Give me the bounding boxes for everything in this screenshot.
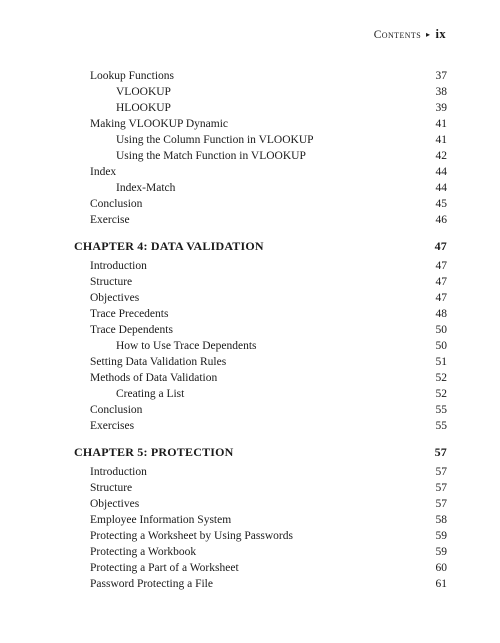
toc-entry-title: Structure: [90, 482, 133, 494]
toc-entry: [74, 418, 447, 434]
toc-entry-page: 55: [435, 404, 447, 416]
toc-entry-title: Structure: [90, 276, 133, 288]
toc-entry-page: 57: [435, 466, 447, 478]
toc-entry-page: 55: [435, 420, 447, 432]
toc-entry: [74, 68, 447, 84]
toc-entry-page: 50: [435, 324, 447, 336]
toc-entry: [74, 322, 447, 338]
toc-entry: [74, 386, 447, 402]
toc-entry-title: CHAPTER 5: PROTECTION: [74, 445, 234, 459]
toc-entry: [74, 132, 447, 148]
toc-entry-title: HLOOKUP: [116, 102, 171, 114]
toc-entry-page: 57: [435, 482, 447, 494]
toc-entry: [74, 164, 447, 180]
toc-entry-page: 42: [435, 150, 447, 162]
toc-entry-title: Password Protecting a File: [90, 578, 213, 590]
toc-entry: [74, 544, 447, 560]
toc-entry-title: Setting Data Validation Rules: [90, 356, 227, 368]
toc-entry-title: Methods of Data Validation: [90, 372, 218, 384]
toc-entry-title: Using the Column Function in VLOOKUP: [116, 134, 314, 146]
table-of-contents: [74, 68, 447, 592]
toc-entry-page: 48: [435, 308, 447, 320]
toc-entry: [74, 528, 447, 544]
toc-chapter-heading: [74, 444, 447, 460]
toc-entry-title: Objectives: [90, 498, 140, 510]
toc-entry-title: Conclusion: [90, 404, 143, 416]
toc-entry-page: 57: [435, 498, 447, 510]
toc-entry-title: Exercise: [90, 214, 130, 226]
toc-entry: [74, 354, 447, 370]
toc-entry-page: 45: [435, 198, 447, 210]
toc-entry: [74, 496, 447, 512]
toc-entry-title: Introduction: [90, 466, 147, 478]
toc-entry-page: 57: [434, 445, 447, 459]
toc-entry: [74, 290, 447, 306]
toc-entry-page: 47: [434, 239, 447, 253]
toc-entry-page: 47: [435, 260, 447, 272]
toc-entry: [74, 148, 447, 164]
toc-chapter-heading: [74, 238, 447, 254]
toc-entry-title: Index: [90, 166, 117, 178]
toc-entry-page: 44: [435, 182, 447, 194]
toc-entry-title: Trace Dependents: [90, 324, 173, 336]
toc-entry-page: 50: [435, 340, 447, 352]
toc-entry: [74, 338, 447, 354]
toc-entry-page: 44: [435, 166, 447, 178]
toc-entry-title: Using the Match Function in VLOOKUP: [116, 150, 306, 162]
toc-entry: [74, 480, 447, 496]
toc-entry-title: Protecting a Worksheet by Using Passwords: [90, 530, 293, 542]
toc-entry: [74, 576, 447, 592]
toc-entry: [74, 370, 447, 386]
toc-entry-title: Objectives: [90, 292, 140, 304]
toc-entry-title: Exercises: [90, 420, 135, 432]
toc-entry-page: 61: [435, 578, 447, 590]
toc-entry: [74, 180, 447, 196]
toc-entry-title: CHAPTER 4: DATA VALIDATION: [74, 239, 264, 253]
toc-entry-title: Protecting a Workbook: [90, 546, 197, 558]
toc-entry-title: Protecting a Part of a Worksheet: [90, 562, 239, 574]
toc-entry-page: 38: [435, 86, 447, 98]
toc-entry-title: VLOOKUP: [116, 86, 171, 98]
toc-entry-title: Employee Information System: [90, 514, 232, 526]
header-section-title: Contents: [373, 28, 422, 41]
toc-entry-page: 52: [435, 388, 447, 400]
toc-entry-page: 52: [435, 372, 447, 384]
toc-entry: [74, 84, 447, 100]
running-header: [374, 27, 446, 42]
toc-entry-page: 47: [435, 276, 447, 288]
toc-entry: [74, 512, 447, 528]
toc-entry-page: 47: [435, 292, 447, 304]
toc-entry-title: Index-Match: [116, 182, 176, 194]
toc-entry: [74, 274, 447, 290]
toc-entry-title: Making VLOOKUP Dynamic: [90, 118, 228, 130]
toc-entry-page: 51: [435, 356, 447, 368]
toc-entry: [74, 212, 447, 228]
toc-entry-page: 46: [435, 214, 447, 226]
toc-entry: [74, 258, 447, 274]
toc-entry: [74, 196, 447, 212]
toc-entry: [74, 560, 447, 576]
toc-entry-page: 60: [435, 562, 447, 574]
header-page-number: ix: [435, 27, 446, 41]
toc-entry: [74, 116, 447, 132]
toc-entry-page: 41: [435, 134, 447, 146]
toc-entry-title: Creating a List: [116, 388, 185, 400]
toc-entry-page: 59: [435, 530, 447, 542]
toc-entry-page: 39: [435, 102, 447, 114]
toc-entry: [74, 306, 447, 322]
toc-entry-title: How to Use Trace Dependents: [116, 340, 257, 352]
header-bullet-icon: ▸: [426, 30, 431, 39]
toc-entry-title: Lookup Functions: [90, 70, 175, 82]
toc-entry: [74, 464, 447, 480]
toc-entry: [74, 402, 447, 418]
toc-entry-title: Conclusion: [90, 198, 143, 210]
toc-entry-page: 41: [435, 118, 447, 130]
toc-entry-page: 59: [435, 546, 447, 558]
toc-entry-title: Trace Precedents: [90, 308, 169, 320]
toc-entry-page: 58: [435, 514, 447, 526]
toc-entry-page: 37: [435, 70, 447, 82]
toc-entry-title: Introduction: [90, 260, 147, 272]
toc-entry: [74, 100, 447, 116]
